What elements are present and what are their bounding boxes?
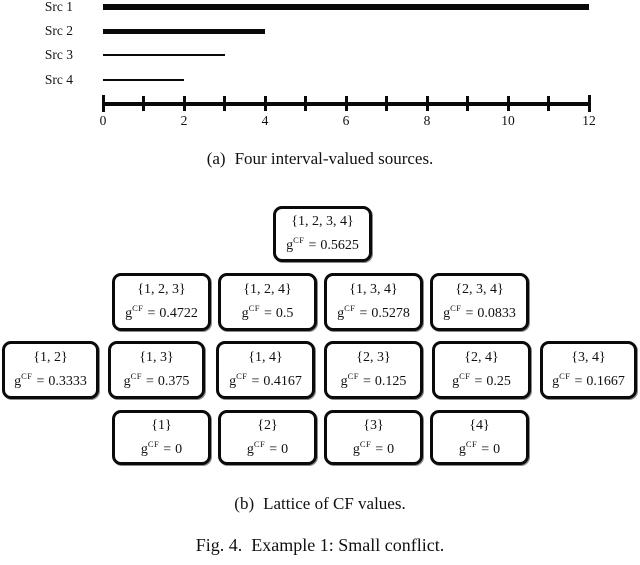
lattice-node — [432, 341, 531, 399]
lattice-node-set: {1} — [151, 417, 172, 433]
lattice-node-set: {3} — [363, 417, 384, 433]
lattice-node-gcf: $g^{CF} = 0$ — [458, 438, 501, 457]
lattice-node — [430, 273, 529, 331]
lattice-node-set: {1, 2} — [33, 350, 68, 365]
lattice-node — [324, 273, 423, 331]
lattice-node-gcf: $g^{CF} = 0.125$ — [340, 371, 407, 389]
source-label: Src 4 — [44, 72, 73, 87]
lattice-node-set: {4} — [469, 417, 490, 433]
lattice-node-gcf: $g^{CF} = 0.4722$ — [125, 303, 198, 321]
x-axis-tick-label: 8 — [423, 113, 431, 128]
lattice-node-set: {1, 2, 4} — [243, 282, 292, 297]
lattice-node — [108, 341, 205, 399]
figure-caption-label: Fig. 4. — [195, 535, 243, 555]
lattice-node-set: {1, 3, 4} — [349, 282, 398, 297]
lattice-node-set: {1, 2, 3, 4} — [291, 214, 354, 229]
lattice-node-gcf: $g^{CF} = 0.5$ — [241, 303, 294, 321]
lattice-node-gcf: $g^{CF} = 0.375$ — [123, 371, 190, 389]
source-label: Src 2 — [44, 23, 73, 38]
caption-a-text: Four interval-valued sources. — [234, 149, 434, 168]
x-axis-tick-label: 10 — [501, 113, 515, 128]
lattice-node-set: {1, 3} — [139, 350, 174, 365]
lattice-node-gcf: $g^{CF} = 0$ — [352, 438, 395, 457]
lattice-node-set: {2, 3} — [356, 350, 391, 365]
figure-caption — [0, 535, 640, 556]
lattice-node-set: {1, 4} — [248, 350, 283, 365]
lattice-node — [216, 341, 315, 399]
caption-a-label: (a) — [206, 149, 226, 168]
lattice-node-gcf: $g^{CF} = 0.4167$ — [229, 371, 302, 389]
x-axis-tick-label: 12 — [582, 113, 596, 128]
lattice-node-gcf: $g^{CF} = 0$ — [246, 438, 289, 457]
lattice-node-set: {2, 3, 4} — [455, 282, 504, 297]
caption-b-label: (b) — [234, 494, 255, 513]
lattice-node — [112, 273, 211, 331]
caption-b-text: Lattice of CF values. — [263, 494, 406, 513]
lattice-node — [324, 410, 423, 465]
lattice-node-set: {2} — [257, 417, 278, 433]
lattice-node — [540, 341, 637, 399]
lattice-node — [2, 341, 99, 399]
lattice-node — [112, 410, 211, 465]
x-axis-tick-label: 2 — [180, 113, 188, 128]
lattice-node — [430, 410, 529, 465]
lattice-node-gcf: $g^{CF} = 0$ — [140, 438, 183, 457]
lattice-node-gcf: $g^{CF} = 0.5278$ — [337, 303, 410, 321]
lattice-node-gcf: $g^{CF} = 0.3333$ — [14, 371, 87, 389]
lattice-node-gcf: $g^{CF} = 0.5625$ — [286, 235, 359, 253]
source-label: Src 3 — [44, 47, 73, 62]
lattice-node — [273, 206, 372, 262]
x-axis-tick-label: 0 — [99, 113, 107, 128]
lattice-node — [218, 410, 317, 465]
lattice-node-gcf: $g^{CF} = 0.1667$ — [552, 371, 625, 389]
lattice-node-set: {2, 4} — [464, 350, 499, 365]
x-axis-tick-label: 4 — [261, 113, 269, 128]
lattice-node-gcf: $g^{CF} = 0.25$ — [452, 371, 511, 389]
source-label: Src 1 — [44, 0, 73, 14]
lattice-node-set: {1, 2, 3} — [137, 282, 186, 297]
figure-caption-text: Example 1: Small conflict. — [251, 535, 445, 555]
lattice-node-gcf: $g^{CF} = 0.0833$ — [443, 303, 516, 321]
lattice-node-set: {3, 4} — [571, 350, 606, 365]
lattice-node — [218, 273, 317, 331]
x-axis-tick-label: 6 — [342, 113, 350, 128]
caption-b — [0, 494, 640, 514]
lattice-node — [324, 341, 423, 399]
